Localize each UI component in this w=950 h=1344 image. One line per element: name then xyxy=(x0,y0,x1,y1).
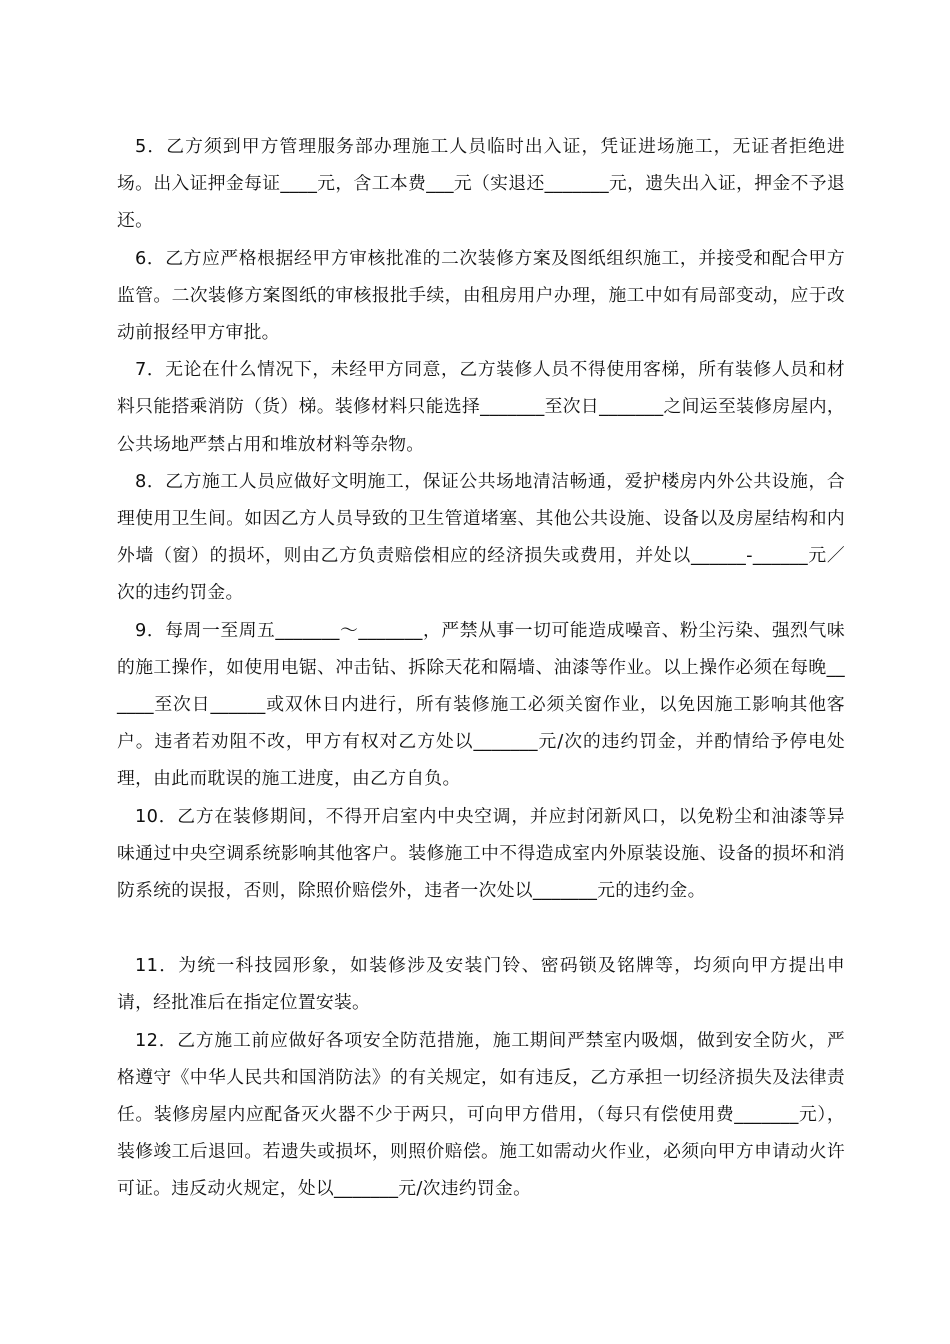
clause-6: 6．乙方应严格根据经甲方审核批准的二次装修方案及图纸组织施工，并接受和配合甲方监管。二次装修方案图纸的审核报批手续，由租房用户办理，施工中如有局部变动，应于改动前报经甲方审批。 xyxy=(117,247,845,344)
document-body xyxy=(117,128,845,1208)
clause-8: 8．乙方施工人员应做好文明施工，保证公共场地清洁畅通，爱护楼房内外公共设施，合理使用卫生间。如因乙方人员导致的卫生管道堵塞、其他公共设施、设备以及房屋结构和内外墙（窗）的损坏，则由乙方负责赔偿相应的经济损失或费用，并处以______-______元／次的违约罚金。 xyxy=(117,470,845,604)
clause-5: 5．乙方须到甲方管理服务部办理施工人员临时出入证，凭证进场施工，无证者拒绝进场。出入证押金每证____元，含工本费___元（实退还_______元，遗失出入证，押金不予退还。 xyxy=(117,136,845,232)
clause-7: 7．无论在什么情况下，未经甲方同意，乙方装修人员不得使用客梯，所有装修人员和材料只能搭乘消防（货）梯。装修材料只能选择_______至次日_______之间运至装修房屋内，公共场地严禁占用和堆放材料等杂物。 xyxy=(117,359,845,455)
clause-10: 10．乙方在装修期间，不得开启室内中央空调，并应封闭新风口，以免粉尘和油漆等异味通过中央空调系统影响其他客户。装修施工中不得造成室内外原装设施、设备的损坏和消防系统的误报，否则，除照价赔偿外，违者一次处以_______元的违约金。 xyxy=(117,805,845,902)
clause-9: 9．每周一至周五_______～_______，严禁从事一切可能造成噪音、粉尘污染、强烈气味的施工操作，如使用电锯、冲击钻、拆除天花和隔墙、油漆等作业。以上操作必须在每晚______至次日______或双休日内进行，所有装修施工必须关窗作业，以免因施工影响其他客户。违者若劝阻不改，甲方有权对乙方处以_______元/次的违约罚金，并酌情给予停电处理，由此而耽误的施工进度，由乙方自负。 xyxy=(117,619,845,790)
clause-12: 12．乙方施工前应做好各项安全防范措施，施工期间严禁室内吸烟，做到安全防火，严格遵守《中华人民共和国消防法》的有关规定，如有违反，乙方承担一切经济损失及法律责任。装修房屋内应配备灭火器不少于两只，可向甲方借用，（每只有偿使用费_______元），装修竣工后退回。若遗失或损坏，则照价赔偿。施工如需动火作业，必须向甲方申请动火许可证。违反动火规定，处以_______元/次违约罚金。 xyxy=(117,1029,845,1200)
clause-11: 11．为统一科技园形象，如装修涉及安装门铃、密码锁及铭牌等，均须向甲方提出申请，经批准后在指定位置安装。 xyxy=(117,955,845,1014)
